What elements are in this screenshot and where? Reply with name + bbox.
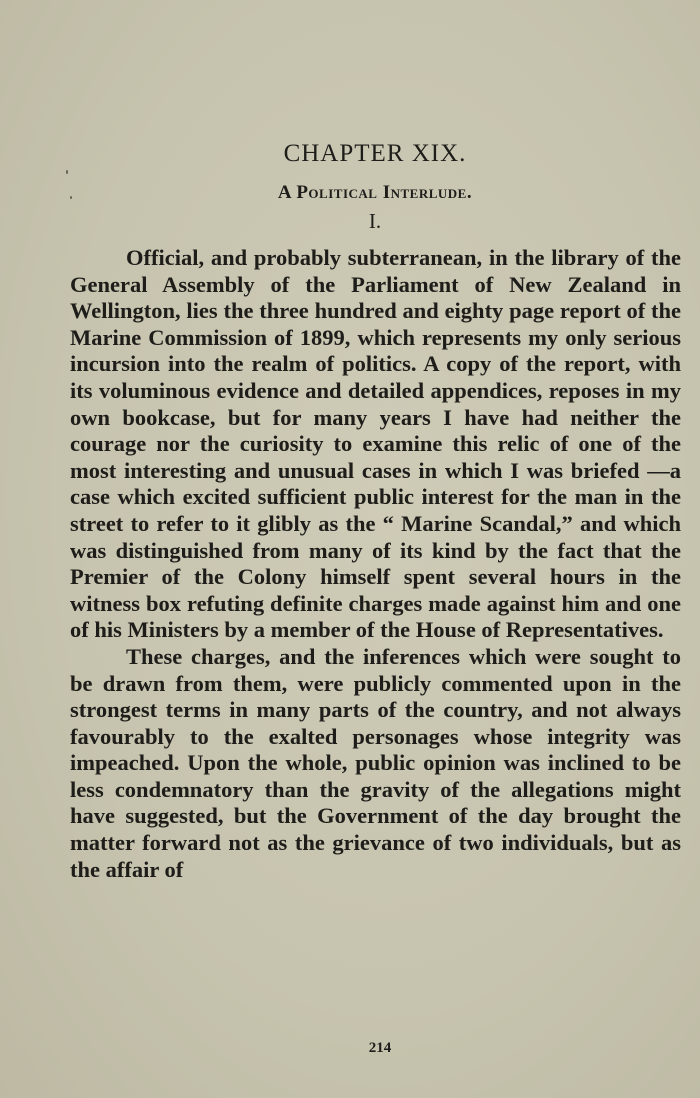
paragraph: These charges, and the inferences which were sought to be drawn from them, were publicly commented upon in the strongest terms in many parts of the country, and not always favourably to the exalted personages whose integrity was impeached. Upon the whole, public opinion was inclined to be less condemnatory than the gravity of the allegations might have suggested, but the Government of the day brought the matter forward not as the grievance of two individuals, but as the affair of	[70, 643, 681, 882]
chapter-title: CHAPTER XIX.	[283, 140, 467, 167]
paragraph: Official, and probably subterranean, in the library of the General Assembly of the Parliament of New Zealand in Wellington, lies the three hundred and eighty page report of the Marine Commission of 1899, which represents my only serious incursion into the realm of politics. A copy of the report, with its voluminous evidence and detailed appendices, reposes in my own bookcase, but for many years I have had neither the courage nor the curiosity to examine this relic of one of the most interesting and unusual cases in which I was briefed —a case which excited sufficient public interest for the man in the street to refer to it glibly as the “ Marine Scandal,” and which was distinguished from many of its kind by the fact that the Premier of the Colony himself spent several hours in the witness box refuting definite charges made against him and one of his Ministers by a member of the House of Representatives.	[70, 245, 681, 643]
page-number: 214	[368, 1040, 392, 1056]
section-number: I.	[368, 209, 382, 233]
paper-speck	[66, 170, 68, 174]
section-title: A Political Interlude.	[277, 182, 473, 203]
body-text	[70, 245, 681, 883]
